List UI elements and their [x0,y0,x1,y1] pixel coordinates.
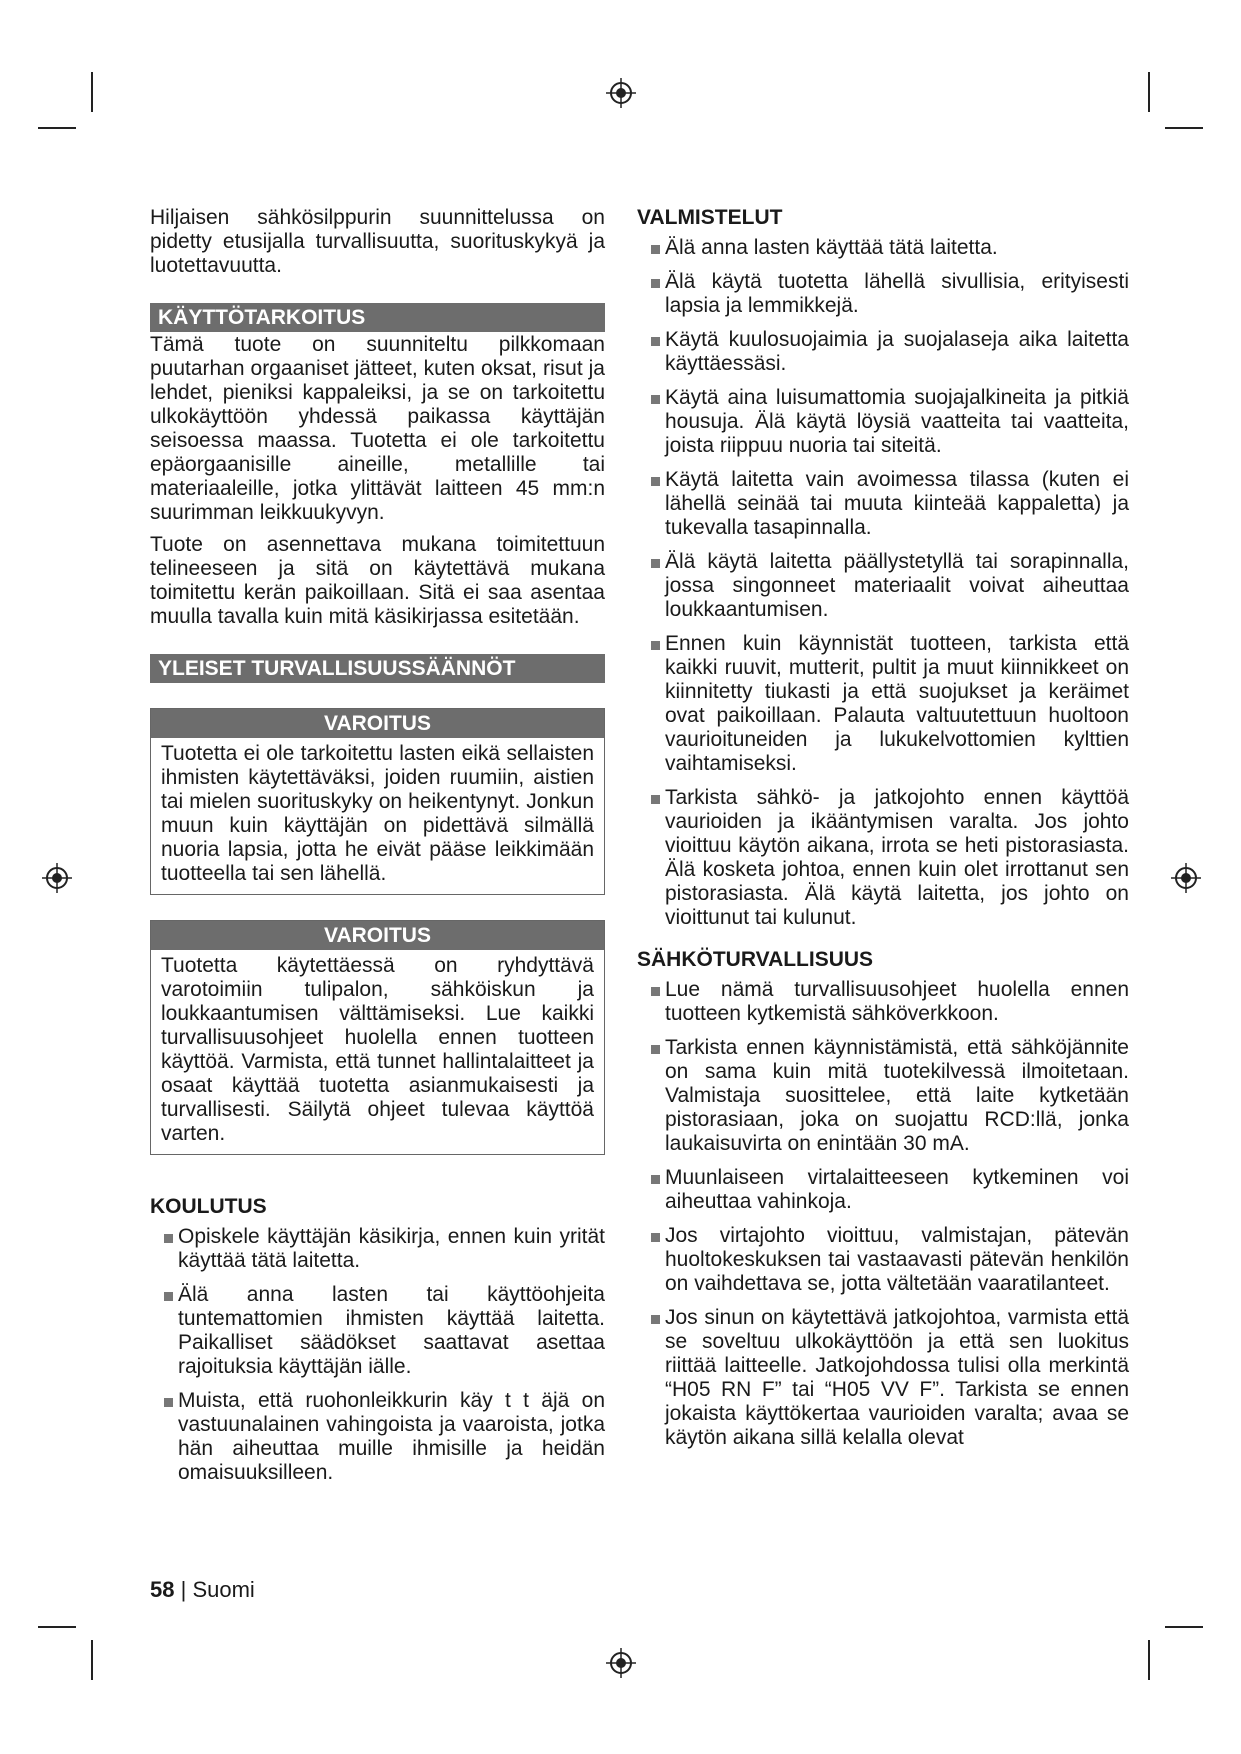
list-item: Älä käytä tuotetta lähellä sivullisia, erityisesti lapsia ja lemmikkejä. [637,270,1129,318]
list-item: Muunlaiseen virtalaitteeseen kytkeminen voi aiheuttaa vahinkoja. [637,1166,1129,1214]
koulutus-list [150,1225,605,1485]
section-heading-valmistelut: VALMISTELUT [637,206,783,229]
intro-paragraph: Hiljaisen sähkösilppurin suunnittelussa on pidetty etusijalla turvallisuutta, suorituskykyä ja luotettavuutta. [150,206,605,277]
list-item: Jos virtajohto vioittuu, valmistajan, pätevän huoltokeskuksen tai vastaavasti pätevän henkilön on vaihdettava se, jotta vältetään vaaratilanteet. [637,1224,1129,1296]
page-footer [150,1577,255,1603]
warning-title: VAROITUS [151,709,604,738]
list-item: Käytä laitetta vain avoimessa tilassa (kuten ei lähellä seinää tai muuta kiinteää kappaletta) ja tukevalla tasapinnalla. [637,468,1129,540]
list-item: Jos sinun on käytettävä jatkojohtoa, varmista että se soveltuu ulkokäyttöön ja että sen luokitus riittää laitteelle. Jatkojohdossa tulisi olla merkintä “H05 RN F” tai “H05 VV F”. Tarkista se ennen jokaista käyttökertaa vaurioiden varalta; avaa se käytön aikana sillä kelalla olevat [637,1306,1129,1450]
list-item: Opiskele käyttäjän käsikirja, ennen kuin yrität käyttää tätä laitetta. [150,1225,605,1273]
warning-text: Tuotetta ei ole tarkoitettu lasten eikä sellaisten ihmisten käytettäväksi, joiden ruumiin, aistien tai mielen suorituskyky on heikentynyt. Jonkun muun kuin käyttäjän on pidettävä silmällä nuoria lapsia, jotta he eivät pääse leikkimään tuotteella tai sen lähellä. [161,742,594,885]
warning-box [150,920,605,1155]
crop-mark [91,1640,93,1680]
footer-language: Suomi [192,1577,255,1602]
list-item: Älä anna lasten käyttää tätä laitetta. [637,236,1129,260]
section-heading-kayttotarkoitus: KÄYTTÖTARKOITUS [150,303,605,332]
registration-mark-icon [42,863,72,893]
list-item: Ennen kuin käynnistät tuotteen, tarkista että kaikki ruuvit, mutterit, pultit ja muut kiinnikkeet on kiinnitetty tiukasti ja että suojukset ja keräimet ovat paikoillaan. Palauta valtuutettuun huoltoon vaurioituneiden ja lukukelvottomien kylttien vaihtamiseksi. [637,632,1129,776]
left-column [150,206,605,1495]
warning-text: Tuotetta käytettäessä on ryhdyttävä varotoimiin tulipalon, sähköiskun ja loukkaantumisen välttämiseksi. Lue kaikki turvallisuusohjeet huolella ennen tuotteen käyttöä. Varmista, että tunnet hallintalaitteet ja osaat käyttää tuotetta asianmukaisesti ja turvallisesti. Säilytä ohjeet tulevaa käyttöä varten. [161,954,594,1145]
page-number: 58 [150,1577,175,1602]
list-item: Älä anna lasten tai käyttöohjeita tuntemattomien ihmisten käyttää laitetta. Paikalliset säädökset saattavat asettaa rajoituksia käyttäjän iälle. [150,1283,605,1379]
registration-mark-icon [606,1648,636,1678]
registration-mark-icon [1171,863,1201,893]
list-item: Tarkista ennen käynnistämistä, että sähköjännite on sama kuin mitä tuotekilvessä ilmoitetaan. Valmistaja suosittelee, että laite kytketään pistorasiaan, joka on suojattu RCD:llä, jonka laukaisuvirta on enintään 30 mA. [637,1036,1129,1156]
section-heading-koulutus: KOULUTUS [150,1195,267,1218]
warning-title: VAROITUS [151,921,604,950]
body-paragraph: Tuote on asennettava mukana toimitettuun telineeseen ja sitä on käytettävä mukana toimitettu kerän paikoillaan. Sitä ei saa asentaa muulla tavalla kuin mitä käsikirjassa esitetään. [150,533,605,628]
registration-mark-icon [606,78,636,108]
crop-mark [1148,72,1150,112]
list-item: Tarkista sähkö- ja jatkojohto ennen käyttöä vaurioiden ja ikääntymisen varalta. Jos johto vioittuu käytön aikana, irrota se heti pistorasiasta. Älä kosketa johtoa, ennen kuin olet irrottanut sen pistorasiasta. Älä käytä laitetta, jos johto on vioittunut tai kulunut. [637,786,1129,930]
footer-separator: | [180,1577,187,1602]
crop-mark [1165,1626,1203,1628]
crop-mark [91,72,93,112]
list-item: Käytä aina luisumattomia suojajalkineita ja pitkiä housuja. Älä käytä löysiä vaatteita tai vaatteita, joista riippuu nuoria tai siteitä. [637,386,1129,458]
warning-box [150,708,605,895]
list-item: Muista, että ruohonleikkurin käy t t äjä on vastuunalainen vahingoista ja vaaroista, jotka hän aiheuttaa muille ihmisille ja heidän omaisuuksilleen. [150,1389,605,1485]
crop-mark [1165,127,1203,129]
sahko-list [637,978,1129,1450]
list-item: Älä käytä laitetta päällystetyllä tai sorapinnalla, jossa singonneet materiaalit voivat aiheuttaa loukkaantumisen. [637,550,1129,622]
list-item: Lue nämä turvallisuusohjeet huolella ennen tuotteen kytkemistä sähköverkkoon. [637,978,1129,1026]
list-item: Käytä kuulosuojaimia ja suojalaseja aika laitetta käyttäessäsi. [637,328,1129,376]
section-heading-yleiset: YLEISET TURVALLISUUSSÄÄNNÖT [150,654,605,683]
crop-mark [38,127,76,129]
valmistelut-list [637,236,1129,930]
right-column [637,206,1129,1460]
body-paragraph: Tämä tuote on suunniteltu pilkkomaan puutarhan orgaaniset jätteet, kuten oksat, risut ja lehdet, pieniksi kappaleiksi, ja se on tarkoitettu ulkokäyttöön yhdessä paikassa käyttäjän seisoessa maassa. Tuotetta ei ole tarkoitettu epäorgaanisille aineille, metallille tai materiaaleille, jotka ylittävät laitteen 45 mm:n suurimman leikkuukyvyn. [150,333,605,524]
section-heading-sahkoturvallisuus: SÄHKÖTURVALLISUUS [637,948,874,971]
crop-mark [1148,1640,1150,1680]
crop-mark [38,1626,76,1628]
